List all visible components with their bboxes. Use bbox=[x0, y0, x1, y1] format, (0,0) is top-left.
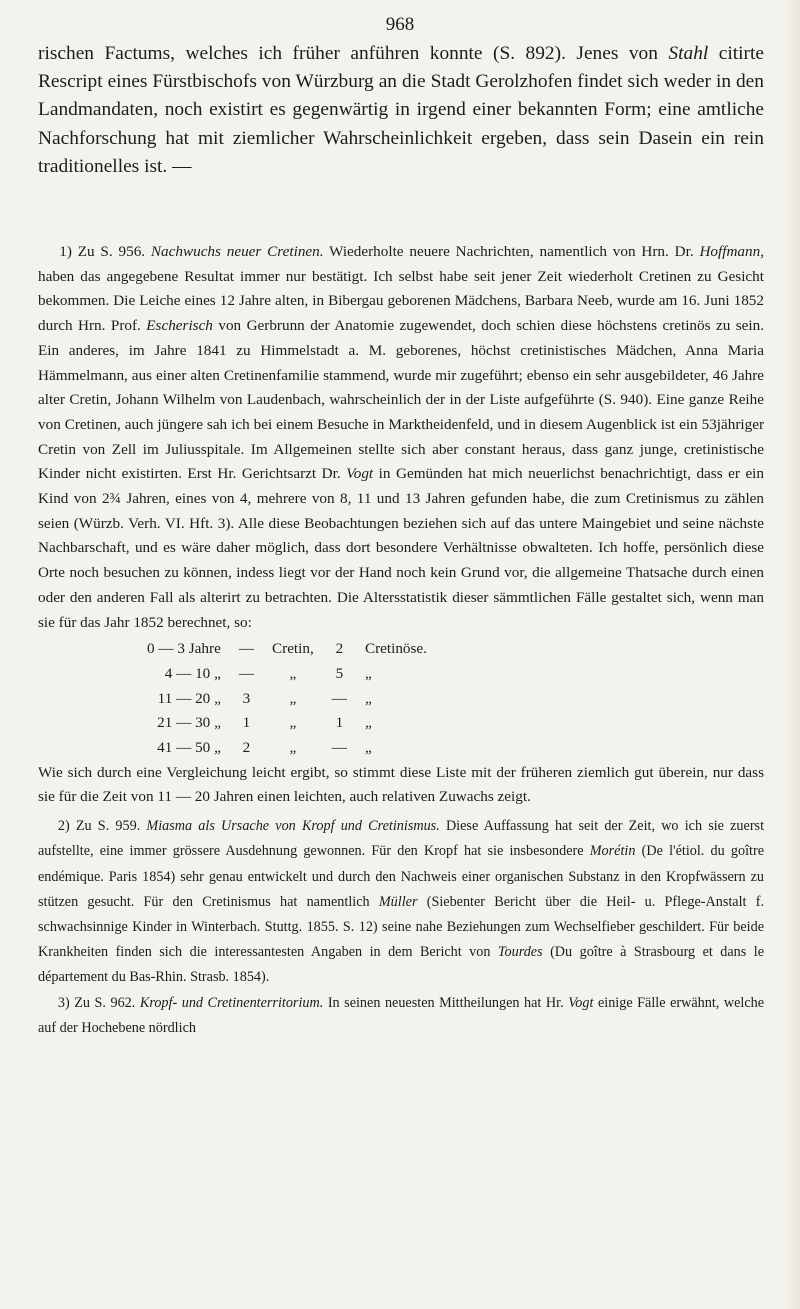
page-edge bbox=[786, 0, 800, 1309]
main-text bbox=[38, 40, 764, 181]
table-row bbox=[138, 687, 436, 712]
ditto-mark: „ bbox=[364, 739, 372, 757]
note-1 bbox=[38, 240, 764, 635]
person-name: Müller bbox=[378, 893, 418, 910]
person-name: Morétin bbox=[589, 843, 636, 860]
age-range-value: 4 — 10 bbox=[164, 664, 211, 682]
table-cell: 5 bbox=[335, 664, 344, 682]
note-1-continuation: Wie sich durch eine Vergleichung leicht ergibt, so stimmt diese Liste mit der früheren ziemlich gut überein, nur dass sie für die Zeit von 11 — 20 Jahren einen leichten, auch relativen Zuwachs zeigt. bbox=[38, 763, 764, 806]
main-paragraph bbox=[38, 40, 764, 181]
text-line: Nachforschung hat mit ziemlicher Wahrscheinlichkeit ergeben, dass bbox=[38, 127, 590, 149]
age-range-value: 11 — 20 bbox=[157, 689, 211, 707]
note-title: Miasma als Ursache von Kropf und Cretinismus. bbox=[146, 818, 440, 835]
table-row bbox=[138, 711, 436, 736]
ditto-mark: „ bbox=[289, 714, 297, 732]
age-range bbox=[138, 687, 230, 712]
text-line: rischen Factums, welches ich früher anführen konnte (S. 892). Jenes von bbox=[38, 43, 658, 64]
table-row bbox=[138, 637, 436, 662]
ditto-mark: „ bbox=[289, 739, 297, 757]
age-range: 0 — 3 Jahre bbox=[147, 640, 221, 658]
person-name: Hoffmann bbox=[699, 243, 761, 260]
table-cell: 3 bbox=[242, 689, 251, 707]
table-cell: 2 bbox=[335, 640, 344, 658]
table-cell: 1 bbox=[242, 714, 251, 732]
ditto-mark: „ bbox=[364, 689, 372, 707]
text-line: Gerolzhofen findet sich weder in den Landmandaten, noch existirt bbox=[38, 71, 764, 121]
text-line: es gegenwärtig in irgend einer bekannten Form; eine amtliche bbox=[269, 99, 764, 121]
note-text: , haben das angegebene Resultat immer nur bestätigt. Ich selbst habe seit jener Zeit wiederholt Cretinen zu Gesicht bekommen. Die Leiche eines 12 Jahre alten, in Bibergau geborenen Mädchens, Barbara Neeb, wurde am 16. Juni 1852 durch Hrn. Prof. bbox=[38, 243, 764, 335]
page-number: 968 bbox=[385, 14, 415, 35]
note-3 bbox=[38, 991, 764, 1041]
note-number: 1) Zu S. 956. bbox=[59, 243, 151, 260]
age-range bbox=[138, 736, 230, 761]
ditto-mark: „ bbox=[214, 664, 221, 682]
age-range bbox=[138, 711, 230, 736]
note-number: 3) Zu S. 962. bbox=[57, 994, 140, 1011]
ditto-mark: „ bbox=[289, 664, 297, 682]
table-row bbox=[138, 736, 436, 761]
note-title: Kropf- und Cretinenterritorium. bbox=[139, 994, 324, 1011]
footnotes bbox=[38, 240, 764, 1041]
person-name: Vogt bbox=[346, 465, 374, 483]
table-cell: — bbox=[331, 739, 347, 757]
age-range bbox=[138, 662, 230, 687]
table-cell: Cretinöse. bbox=[364, 640, 427, 658]
note-text: (De l'étiol. du goître endémique. Paris 1854) sehr genau entwickelt und durch den Nachweis einer organischen Substanz in den Kropfwässern zu stützen gesucht. Für den Cretinismus hat namentlich bbox=[38, 843, 764, 910]
ditto-mark: „ bbox=[214, 714, 221, 732]
author-name: Stahl bbox=[668, 43, 709, 64]
note-number: 2) Zu S. 959. bbox=[57, 818, 147, 835]
note-text: von Gerbrunn der Anatomie zugewendet, doch schien diese höchstens cretinös zu sein. Ein anderes, im Jahre 1841 zu Himmelstadt a. M. geborenes, höchst cretinistisches Mädchen, Anna Maria Hämmelmann, aus einer alten Cretinenfamilie stammend, wurde mir zugeführt; ebenso ein sehr ausgebildeter, 46 Jahre alter Cretin, Johann Wilhelm von Laudenbach, wahrscheinlich der in der Liste aufgeführte (S. 940). Eine ganze Reihe von Cretinen, auch jüngere sah ich bei einem Besuche in Marktheidenfeld, und in diesem Augenblick ist ein 53jähriger Cretin von Zell im Juliusspitale. Im Allgemeinen stellte sich aber constant heraus, dass ganz junge, cretinistische Kinder nicht existirten. Erst Hr. Gerichtsarzt Dr. bbox=[38, 317, 764, 483]
text-line: sein Dasein ein rein traditionelles ist. — bbox=[38, 127, 764, 177]
ditto-mark: „ bbox=[289, 689, 297, 707]
note-text: (Siebenter Bericht über die Heil- u. Pflege-Anstalt f. schwachsinnige Kinder in Winterbach. Stuttg. 1855. S. 12) seine nahe Beziehungen zum Wechselfieber geschildert. Für beide Krankheiten finden sich die interessantesten Angaben in dem Bericht von bbox=[38, 893, 764, 961]
age-statistics-table bbox=[138, 637, 436, 761]
person-name: Tourdes bbox=[497, 944, 543, 961]
note-text: Wiederholte neuere Nachrichten, namentlich von Hrn. Dr. bbox=[323, 243, 700, 260]
note-text: In seinen neuesten Mittheilungen hat Hr. bbox=[323, 994, 569, 1011]
table-cell: — bbox=[238, 640, 254, 658]
note-text: (Du goître à Strasbourg et dans le département du Bas-Rhin. Strasb. 1854). bbox=[38, 944, 764, 986]
note-2 bbox=[38, 814, 764, 990]
table-row bbox=[138, 662, 436, 687]
table-cell: — bbox=[238, 664, 254, 682]
age-range-value: 21 — 30 bbox=[157, 714, 211, 732]
note-text: einige Fälle erwähnt, welche auf der Hochebene nördlich bbox=[38, 994, 765, 1036]
ditto-mark: „ bbox=[214, 689, 221, 707]
ditto-mark: „ bbox=[214, 739, 221, 757]
note-text: in Gemünden hat mich neuerlichst benachrichtigt, dass er ein Kind von 2¾ Jahren, eines von 4, mehrere von 8, 11 und 13 Jahren gefunden habe, die zum Cretinismus zu zählen seien (Würzb. Verh. VI. Hft. 3). Alle diese Beobachtungen beziehen sich auf das untere Maingebiet und seine nächste Nachbarschaft, und es wäre daher möglich, dass dort besondere Verhältnisse obwalteten. Ich hoffe, persönlich diese Orte noch besuchen zu können, indess liegt vor der Hand noch kein Grund vor, die allgemeine Thatsache durch einen oder den anderen Fall als alterirt zu betrachten. Die Altersstatistik dieser sämmtlichen Fälle gestaltet sich, wenn man sie für das Jahr 1852 berechnet, so: bbox=[38, 465, 764, 631]
person-name: Vogt bbox=[568, 994, 594, 1011]
note-title: Nachwuchs neuer Cretinen. bbox=[150, 243, 324, 260]
age-range-value: 41 — 50 bbox=[157, 739, 211, 757]
ditto-mark: „ bbox=[364, 664, 372, 682]
table-cell: — bbox=[331, 689, 347, 707]
note-text: Diese Auffassung hat seit der Zeit, wo ich sie zuerst aufstellte, eine immer grössere Ausdehnung gewonnen. Für den Kropf hat sie insbesondere bbox=[38, 818, 765, 860]
table-cell: 2 bbox=[242, 739, 251, 757]
ditto-mark: „ bbox=[364, 714, 372, 732]
person-name: Escherisch bbox=[146, 317, 213, 335]
table-cell: 1 bbox=[335, 714, 344, 732]
text-line: citirte Rescript eines Fürstbischofs von Würzburg an die Stadt bbox=[38, 43, 764, 93]
table-cell: Cretin, bbox=[272, 640, 314, 658]
